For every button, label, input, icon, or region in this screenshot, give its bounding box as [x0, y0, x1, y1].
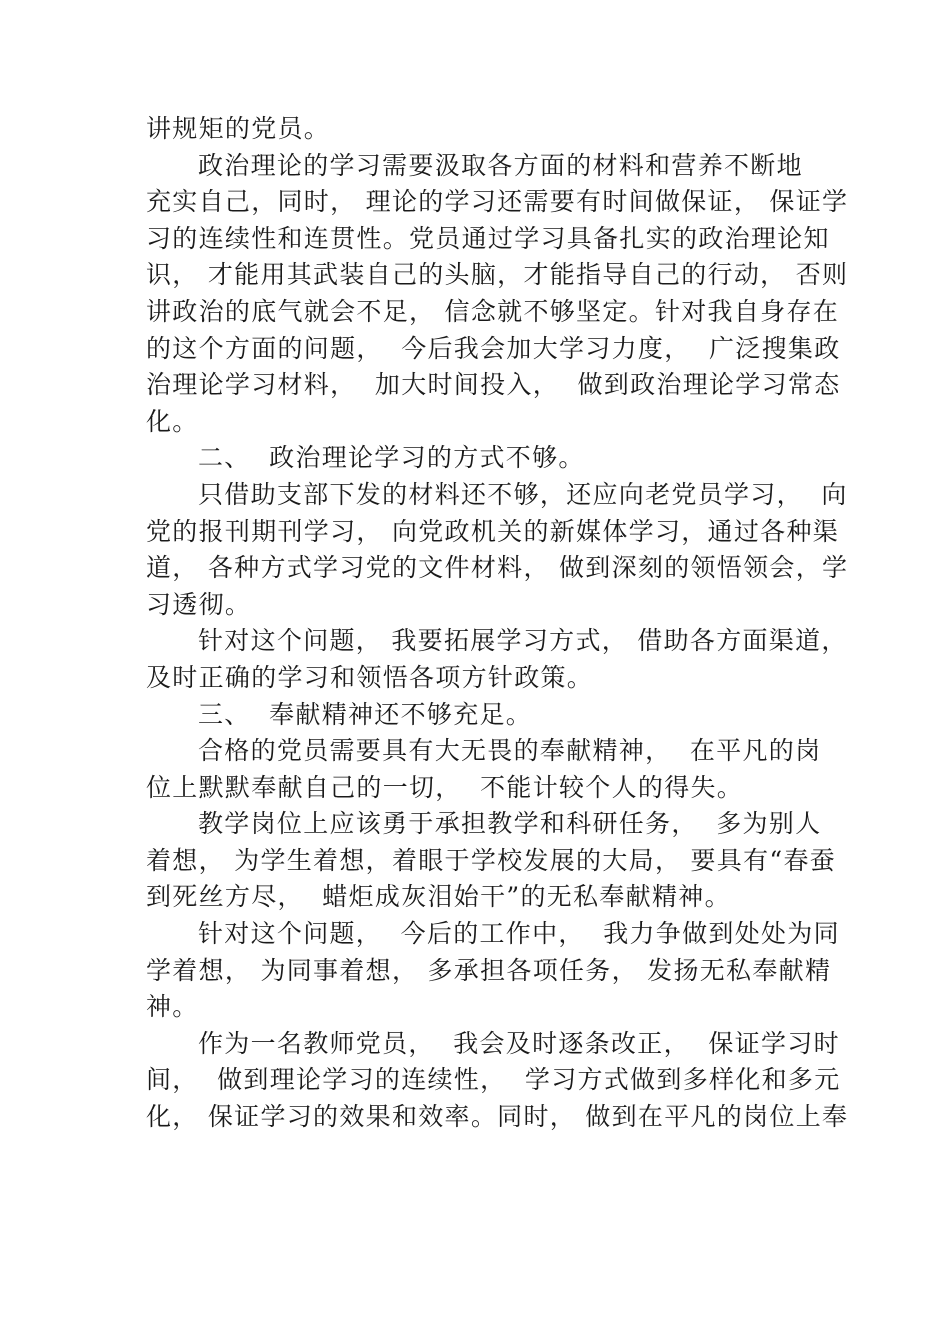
- text-line: 教学岗位上应该勇于承担教学和科研任务， 多为别人: [198, 809, 822, 839]
- text-line: 习透彻。: [146, 589, 252, 619]
- text-line: 政治理论的学习需要汲取各方面的材料和营养不断地: [198, 150, 803, 180]
- text-line: 只借助支部下发的材料还不够，还应向老党员学习， 向: [198, 479, 848, 509]
- text-line: 讲政治的底气就会不足， 信念就不够坚定。针对我自身存在: [146, 296, 840, 326]
- text-line: 着想， 为学生着想，着眼于学校发展的大局， 要具有“春蚕: [146, 845, 837, 875]
- text-line: 到死丝方尽， 蜡炬成灰泪始干”的无私奉献精神。: [146, 882, 731, 912]
- text-line: 及时正确的学习和领悟各项方针政策。: [146, 662, 594, 692]
- text-line: 学着想， 为同事着想， 多承担各项任务， 发扬无私奉献精: [146, 955, 832, 985]
- document-body: [146, 111, 849, 1136]
- section-heading: 三、 奉献精神还不够充足。: [198, 699, 533, 729]
- text-line: 道， 各种方式学习党的文件材料， 做到深刻的领悟领会，学: [146, 553, 849, 583]
- text-line: 化。: [146, 406, 199, 436]
- text-line: 针对这个问题， 我要拓展学习方式， 借助各方面渠道，: [198, 626, 848, 656]
- text-line: 神。: [146, 992, 199, 1022]
- text-line: 党的报刊期刊学习， 向党政机关的新媒体学习，通过各种渠: [146, 516, 840, 546]
- text-line: 识， 才能用其武装自己的头脑，才能指导自己的行动， 否则: [146, 260, 849, 290]
- text-line: 讲规矩的党员。: [146, 114, 331, 143]
- text-line: 合格的党员需要具有大无畏的奉献精神， 在平凡的岗: [198, 736, 822, 766]
- text-line: 化， 保证学习的效果和效率。同时， 做到在平凡的岗位上奉: [146, 1102, 849, 1132]
- text-line: 针对这个问题， 今后的工作中， 我力争做到处处为同: [198, 919, 840, 949]
- text-line: 位上默默奉献自己的一切， 不能计较个人的得失。: [146, 772, 744, 802]
- text-line: 充实自己，同时， 理论的学习还需要有时间做保证， 保证学: [146, 187, 849, 217]
- text-line: 治理论学习材料， 加大时间投入， 做到政治理论学习常态: [146, 370, 841, 400]
- text-line: 作为一名教师党员， 我会及时逐条改正， 保证学习时: [198, 1028, 840, 1058]
- section-heading: 二、 政治理论学习的方式不够。: [198, 443, 585, 473]
- text-line: 间， 做到理论学习的连续性， 学习方式做到多样化和多元: [146, 1065, 841, 1095]
- text-line: 的这个方面的问题， 今后我会加大学习力度， 广泛搜集政: [146, 333, 841, 363]
- text-line: 习的连续性和连贯性。党员通过学习具备扎实的政治理论知: [146, 223, 830, 253]
